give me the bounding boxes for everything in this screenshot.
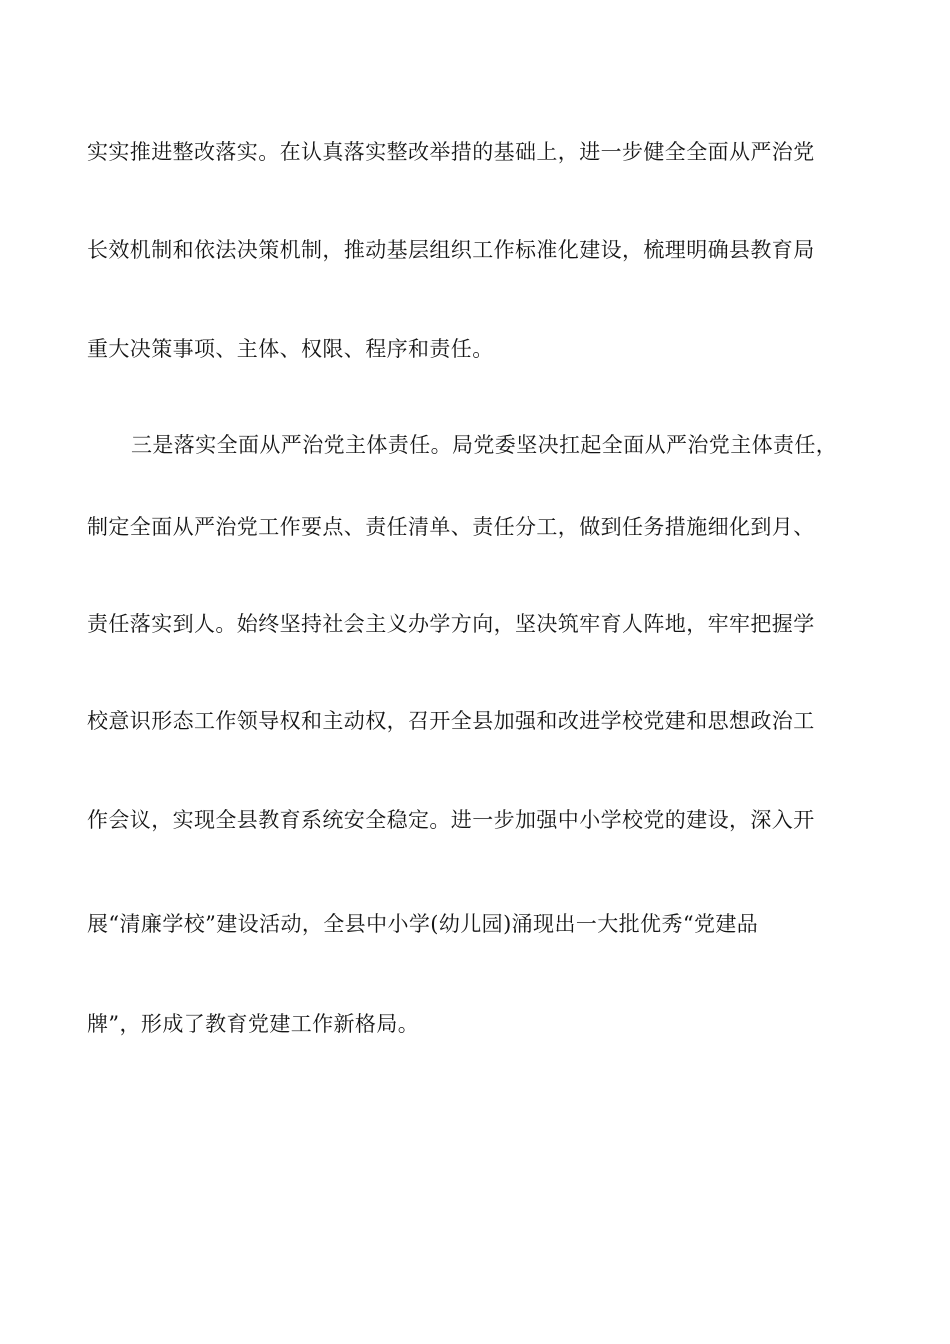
paragraph-line: 展“清廉学校”建设活动，全县中小学(幼儿园)涌现出一大批优秀“党建品 [87,912,759,936]
paragraph-line: 牌”，形成了教育党建工作新格局。 [87,1012,420,1036]
paragraph-line: 校意识形态工作领导权和主动权，召开全县加强和改进学校党建和思想政治工 [87,709,815,733]
paragraph-line: 作会议，实现全县教育系统安全稳定。进一步加强中小学校党的建设，深入开 [87,808,815,832]
paragraph-line: 重大决策事项、主体、权限、程序和责任。 [87,337,494,361]
paragraph-line: 实实推进整改落实。在认真落实整改举措的基础上，进一步健全全面从严治党 [87,140,815,164]
paragraph-line: 责任落实到人。始终坚持社会主义办学方向，坚决筑牢育人阵地，牢牢把握学 [87,612,815,636]
paragraph-line: 长效机制和依法决策机制，推动基层组织工作标准化建设，梳理明确县教育局 [87,238,815,262]
paragraph-line: 制定全面从严治党工作要点、责任清单、责任分工，做到任务措施细化到月、 [87,515,815,539]
paragraph-first-line: 三是落实全面从严治党主体责任。局党委坚决扛起全面从严治党主体责任， [131,433,838,457]
